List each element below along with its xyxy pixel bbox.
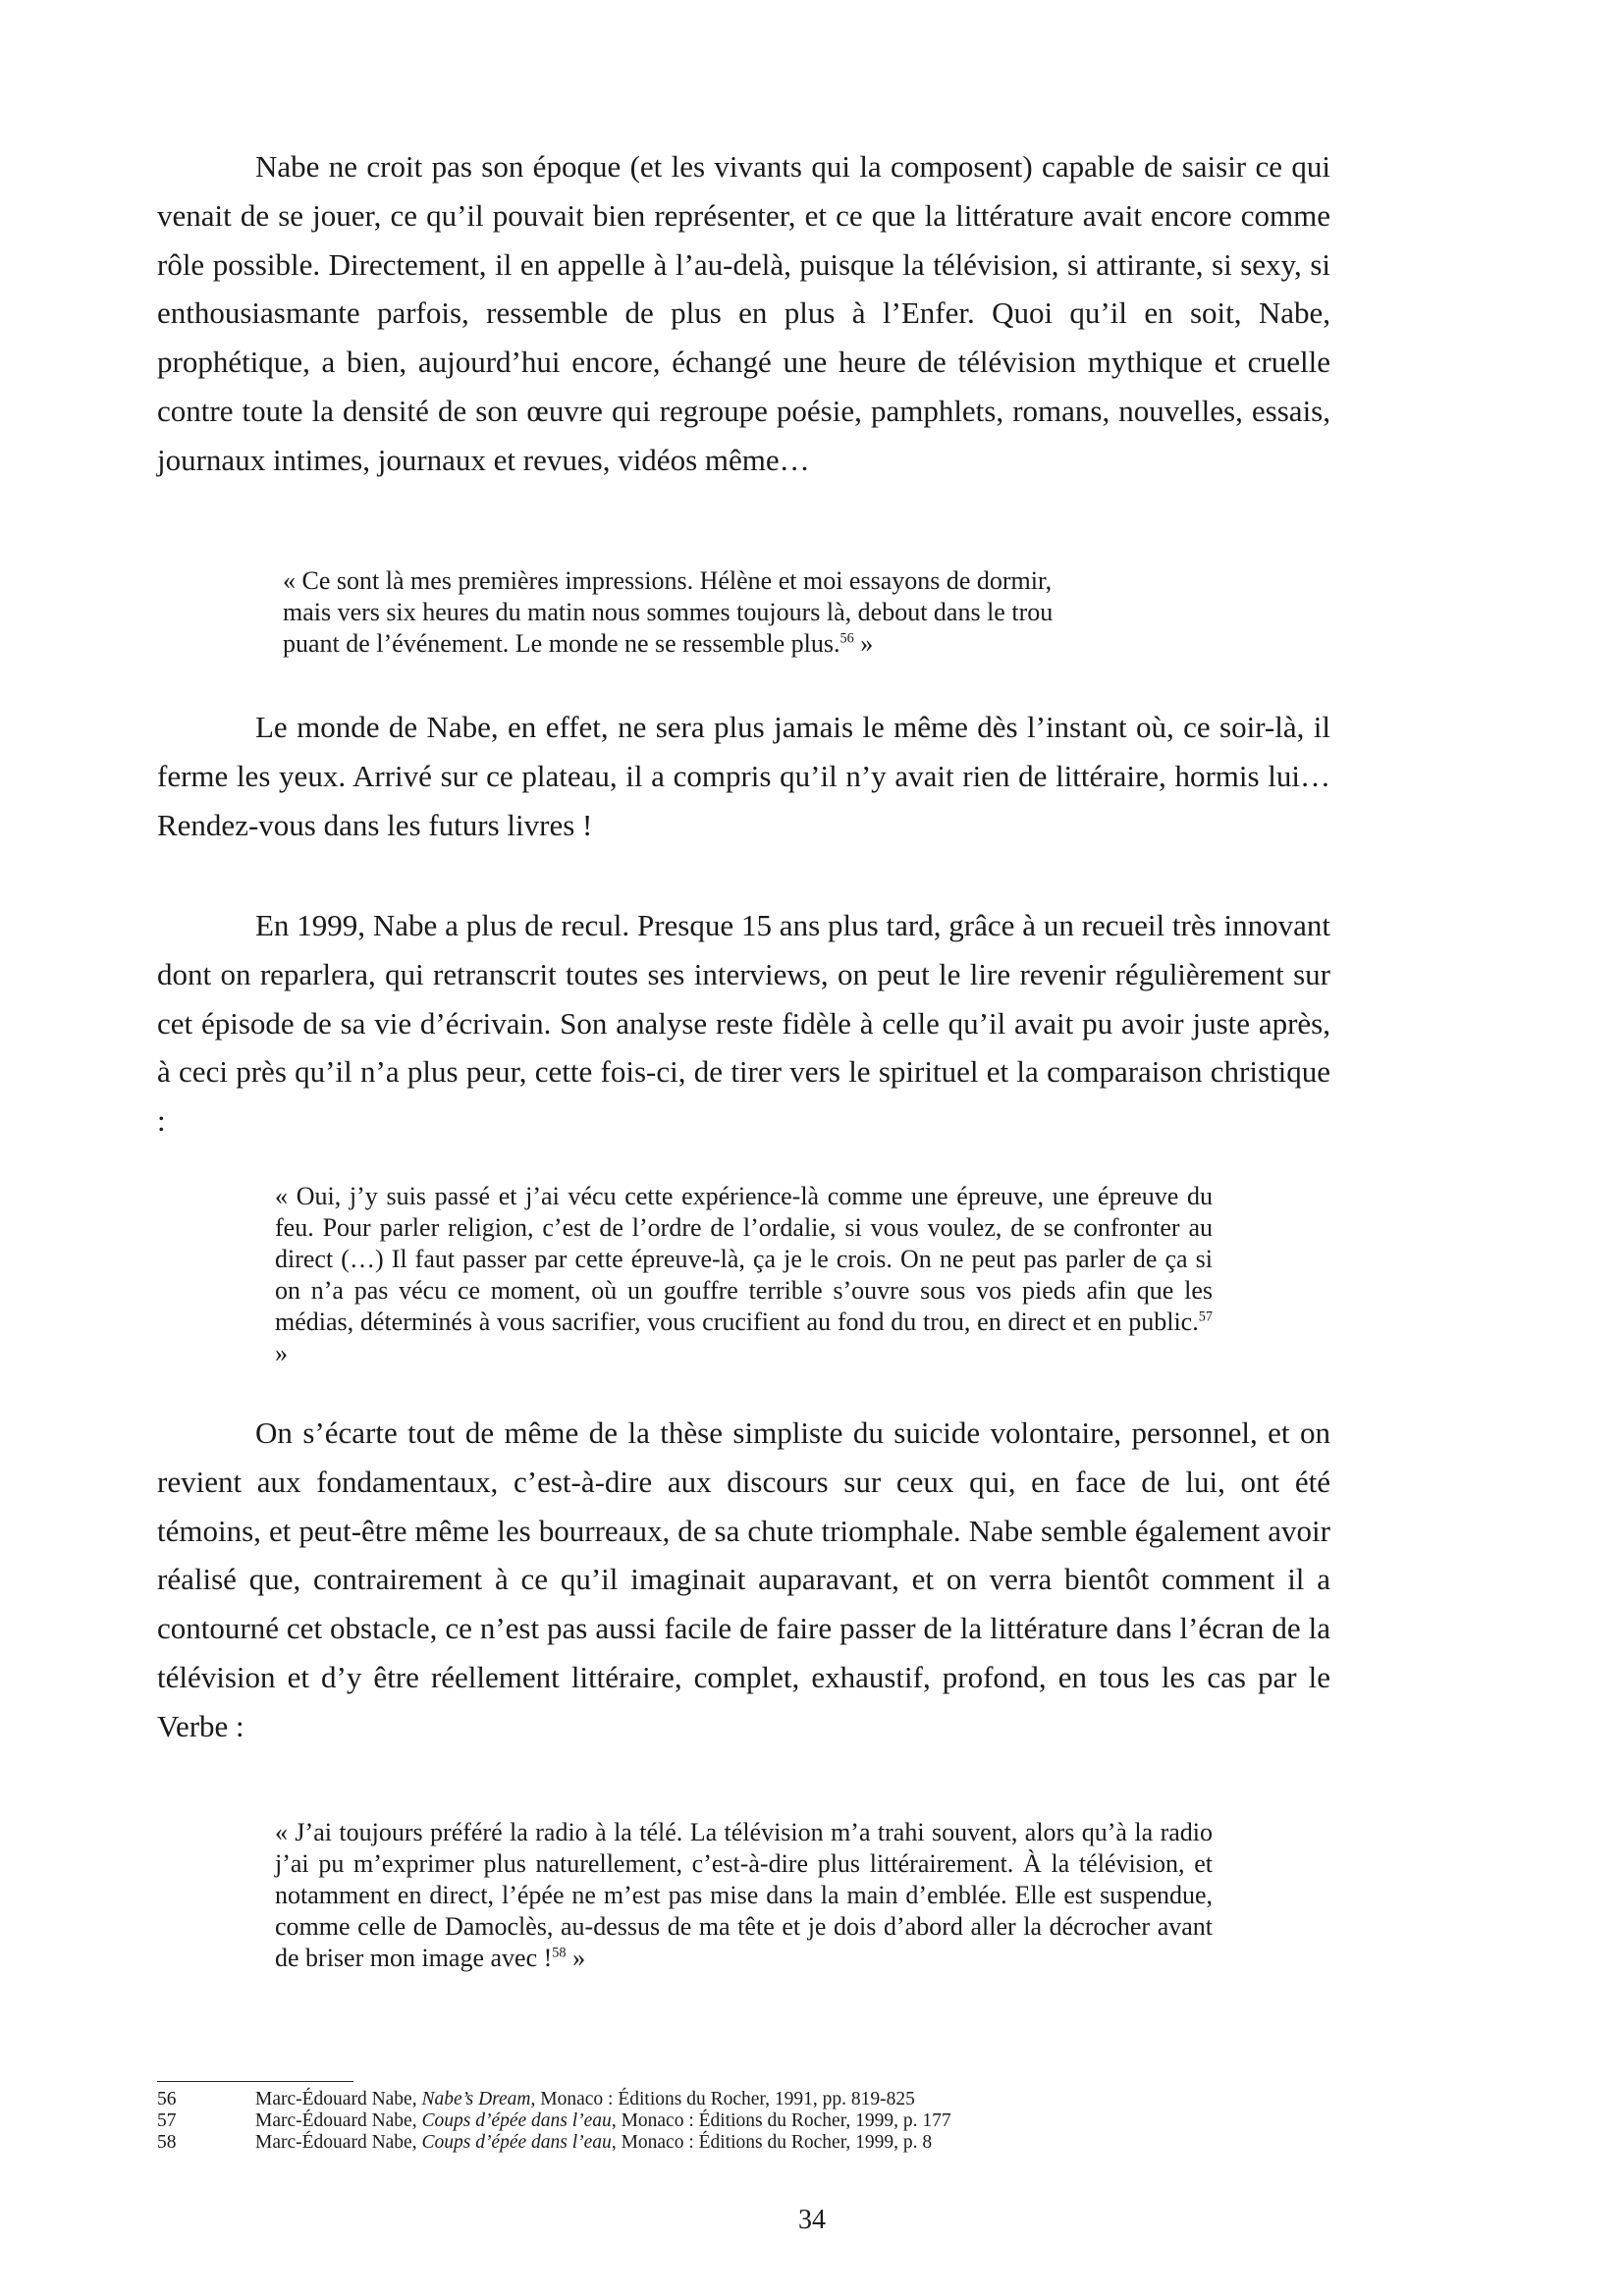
paragraph-2: Le monde de Nabe, en effet, ne sera plus jamais le même dès l’instant où, ce soir-là, il ferme les yeux. Arrivé sur ce plateau, il a compris qu’il n’y avait rien de littéraire, hormis lui… Rendez-vous dans les futurs livres ! — [157, 710, 1330, 842]
paragraph-3: En 1999, Nabe a plus de recul. Presque 15 ans plus tard, grâce à un recueil très innovant dont on reparlera, qui retranscrit toutes ses interviews, on peut le lire revenir régulièrement sur cet épisode de sa vie d’écrivain. Son analyse reste fidèle à celle qu’il avait pu avoir juste après, à ceci près qu’il n’a plus peur, cette fois-ci, de tirer vers le spirituel et la comparaison christique : — [157, 908, 1330, 1139]
quote-1-line-1: « Ce sont là mes premières impressions. Hélène et moi essayons de dormir, — [283, 566, 1053, 595]
footnote-title: Nabe’s Dream — [421, 2089, 531, 2109]
footnote-title: Coups d’épée dans l’eau — [421, 2132, 612, 2153]
paragraph-1: Nabe ne croit pas son époque (et les vivants qui la composent) capable de saisir ce qui venait de se jouer, ce qu’il pouvait bien représenter, et ce que la littérature avait encore comme rôle possible. Directement, il en appelle à l’au-delà, puisque la télévision, si attirante, si sexy, si enthousiasmante parfois, ressemble de plus en plus à l’Enfer. Quoi qu’il en soit, Nabe, prophétique, a bien, aujourd’hui encore, échangé une heure de télévision mythique et cruelle contre toute la densité de son œuvre qui regroupe poésie, pamphlets, romans, nouvelles, essais, journaux intimes, journaux et revues, vidéos même… — [157, 149, 1330, 477]
footnote-ref-58: 58 — [552, 1945, 567, 1961]
quote-2-close: » — [275, 1339, 288, 1367]
block-quote-3 — [275, 1817, 1213, 1974]
footnote-title: Coups d’épée dans l’eau — [421, 2110, 612, 2131]
footnote-details: , Monaco : Éditions du Rocher, 1991, pp. 819-825 — [530, 2089, 915, 2109]
quote-1-close: » — [853, 629, 874, 658]
footnote-56 — [157, 2089, 915, 2110]
paragraph-4: On s’écarte tout de même de la thèse simpliste du suicide volontaire, personnel, et on revient aux fondamentaux, c’est-à-dire aux discours sur ceux qui, en face de lui, ont été témoins, et peut-être même les bourreaux, de sa chute triomphale. Nabe semble également avoir réalisé que, contrairement à ce qu’il imaginait auparavant, et on verra bientôt comment il a contourné cet obstacle, ce n’est pas aussi facile de faire passer de la littérature dans l’écran de la télévision et d’y être réellement littéraire, complet, exhaustif, profond, en tous les cas par le Verbe : — [157, 1415, 1330, 1743]
footnote-number: 58 — [157, 2132, 177, 2153]
footnote-separator — [157, 2081, 353, 2082]
quote-1-line-3 — [283, 628, 1216, 660]
footnote-details: , Monaco : Éditions du Rocher, 1999, p. 8 — [611, 2132, 933, 2153]
footnote-author: Marc-Édouard Nabe, — [255, 2132, 422, 2153]
footnote-author: Marc-Édouard Nabe, — [255, 2110, 422, 2131]
footnote-author: Marc-Édouard Nabe, — [255, 2089, 422, 2109]
block-quote-2 — [275, 1181, 1213, 1369]
page-number: 34 — [798, 2205, 826, 2235]
footnote-details: , Monaco : Éditions du Rocher, 1999, p. 177 — [611, 2110, 951, 2131]
footnote-number: 56 — [157, 2089, 177, 2109]
quote-3-close: » — [566, 1944, 586, 1972]
quote-3-text: « J’ai toujours préféré la radio à la télé. La télévision m’a trahi souvent, alors qu’à la radio j’ai pu m’exprimer plus naturellement, c’est-à-dire plus littérairement. À la télévision, et notamment en direct, l’épée ne m’est pas mise dans la main d’emblée. Elle est suspendue, comme celle de Damoclès, au-dessus de ma tête et je dois d’abord aller la décrocher avant de briser mon image avec ! — [275, 1818, 1213, 1972]
footnote-number: 57 — [157, 2110, 177, 2131]
footnote-ref-57: 57 — [1198, 1308, 1213, 1325]
block-quote-1 — [283, 565, 1216, 660]
footnote-58 — [157, 2132, 932, 2154]
quote-1-last-text: puant de l’événement. Le monde ne se ressemble plus. — [283, 629, 840, 658]
quote-2-text: « Oui, j’y suis passé et j’ai vécu cette expérience-là comme une épreuve, une épreuve du feu. Pour parler religion, c’est de l’ordre de l’ordalie, si vous voulez, de se confronter au direct (…) Il faut passer par cette épreuve-là, ça je le crois. On ne peut pas parler de ça si on n’a pas vécu ce moment, où un gouffre terrible s’ouvre sous vos pieds afin que les médias, déterminés à vous sacrifier, vous crucifient au fond du trou, en direct et en public. — [275, 1182, 1213, 1336]
footnote-57 — [157, 2110, 951, 2132]
quote-1-line-2: mais vers six heures du matin nous sommes toujours là, debout dans le trou — [283, 598, 1054, 626]
footnote-ref-56: 56 — [839, 630, 854, 647]
